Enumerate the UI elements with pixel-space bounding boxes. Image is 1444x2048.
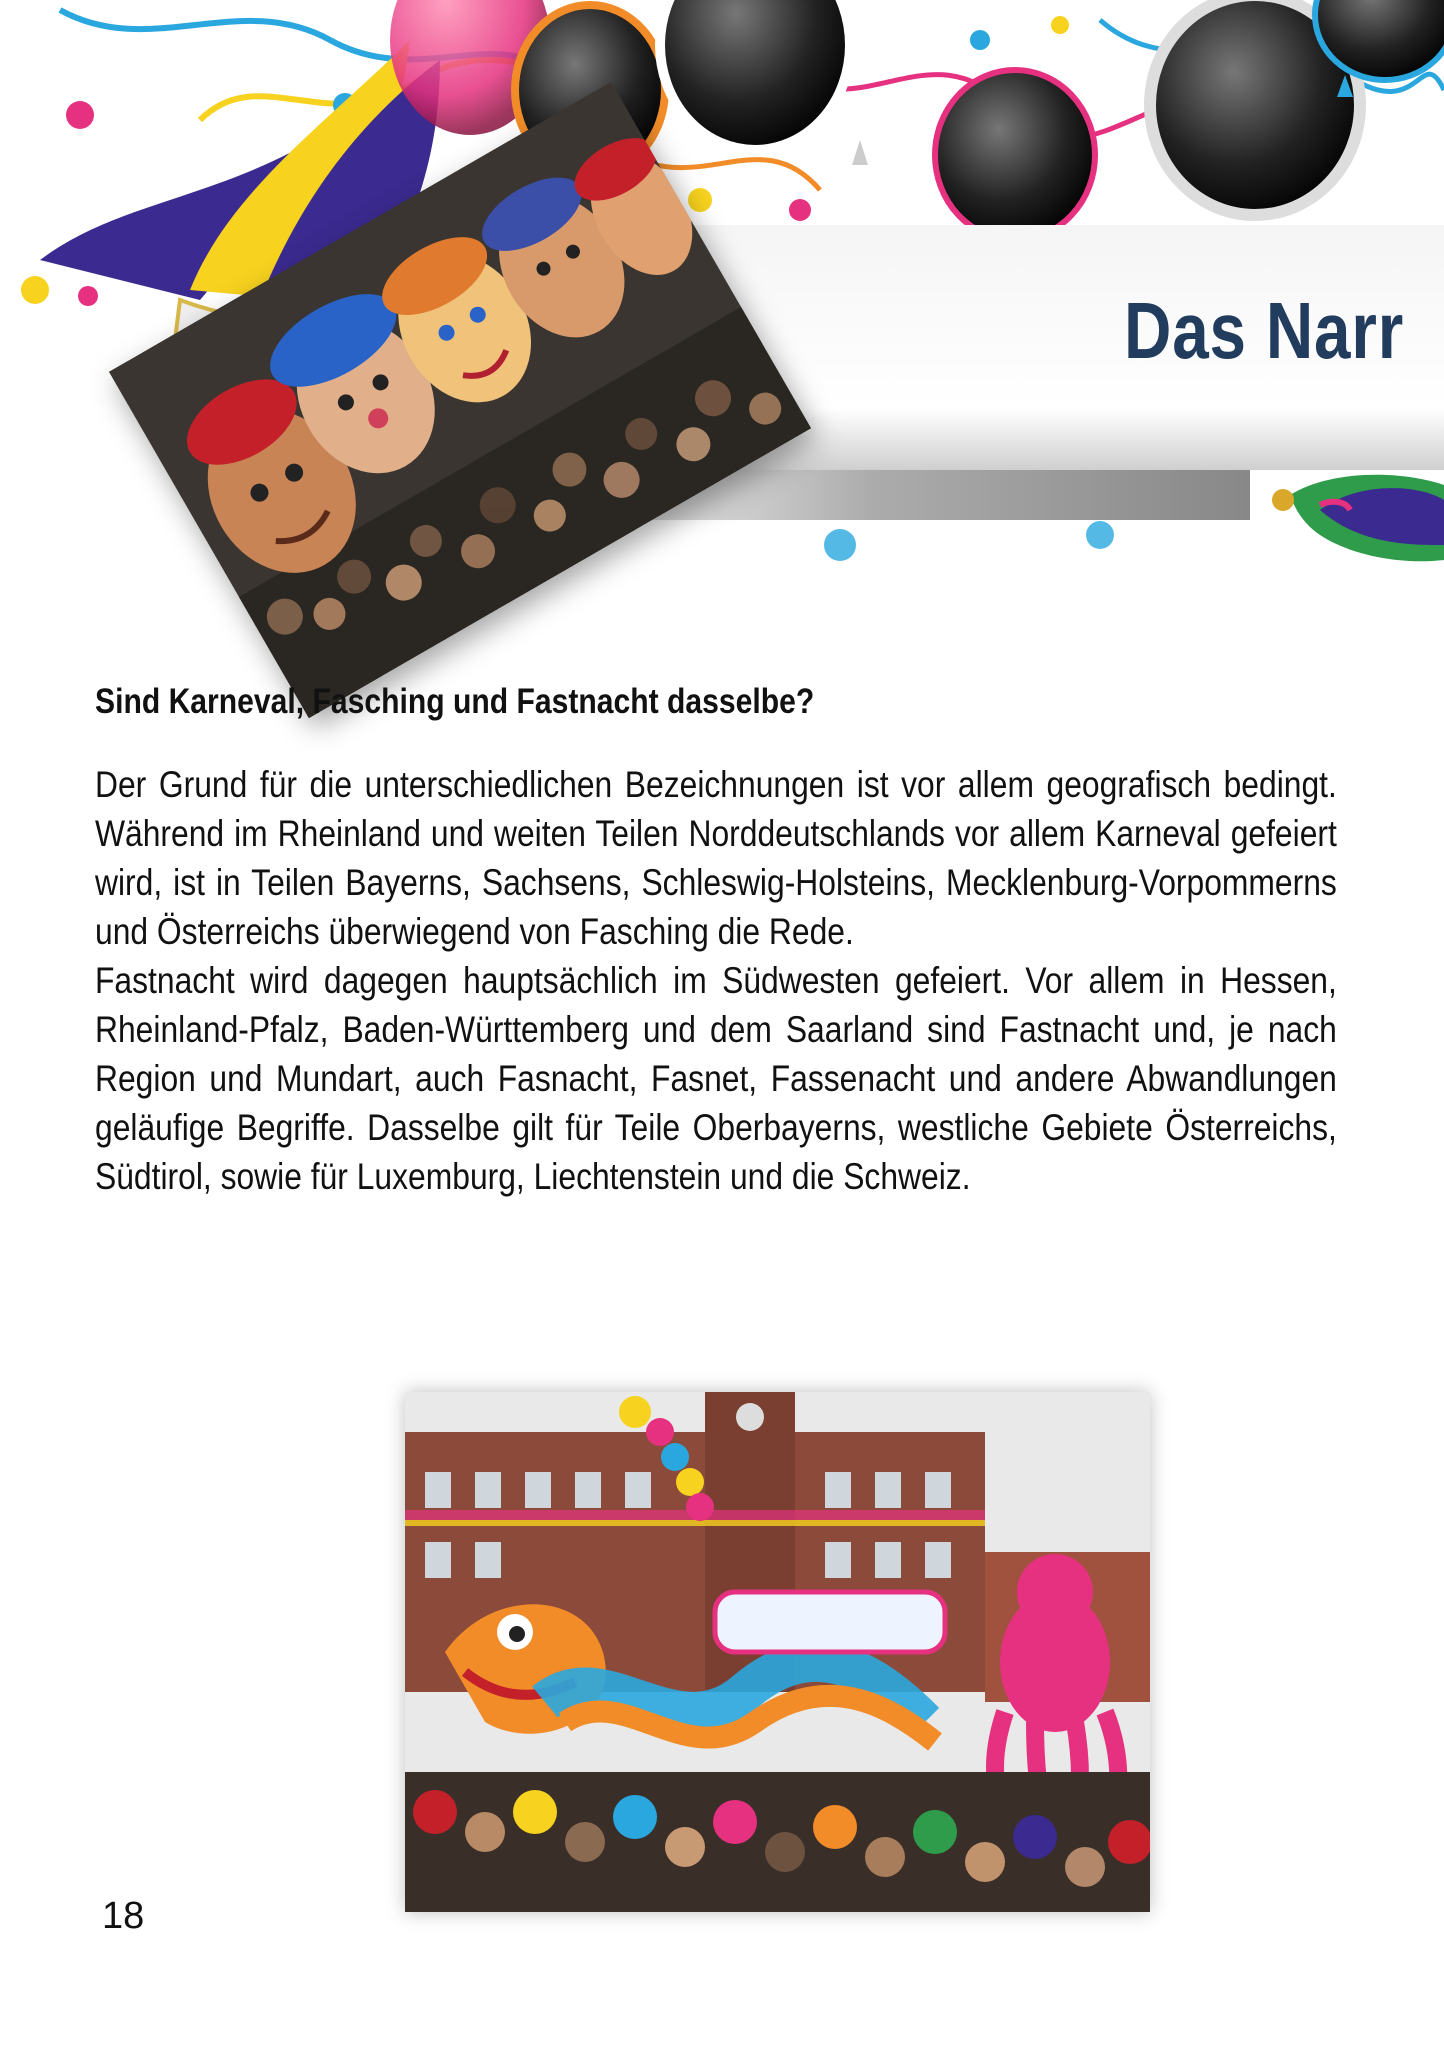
section-heading: Sind Karneval, Fasching und Fastnacht dasselbe? — [95, 682, 815, 721]
paragraph-1: Der Grund für die unterschiedlichen Bezeichnungen ist vor allem geografisch bedingt. Während im Rheinland und weiten Teilen Norddeutschlands vor allem Karneval gefeiert wird, ist in Teilen Bayerns, Sachsens, Schleswig-Holsteins, Mecklenburg-Vorpommerns und Österreichs überwiegend von Fasching die Rede. — [95, 764, 1337, 952]
article-body — [95, 682, 1337, 1201]
paragraph-2: Fastnacht wird dagegen hauptsächlich im Südwesten gefeiert. Vor allem in Hessen, Rheinland-Pfalz, Baden-Württemberg und dem Saarland sind Fastnacht und, je nach Region und Mundart, auch Fasnacht, Fasnet, Fassenacht und andere Abwandlungen geläufige Begriffe. Dasselbe gilt für Teile Oberbayerns, westliche Gebiete Österreichs, Südtirol, sowie für Luxemburg, Liechtenstein und die Schweiz. — [95, 960, 1337, 1197]
page-number: 18 — [102, 1895, 145, 1937]
article-text — [95, 760, 1337, 1201]
page-title: Das Narr — [1124, 286, 1405, 375]
parade-float-illustration — [405, 1392, 1150, 1912]
carnival-parade-photo — [405, 1392, 1150, 1912]
